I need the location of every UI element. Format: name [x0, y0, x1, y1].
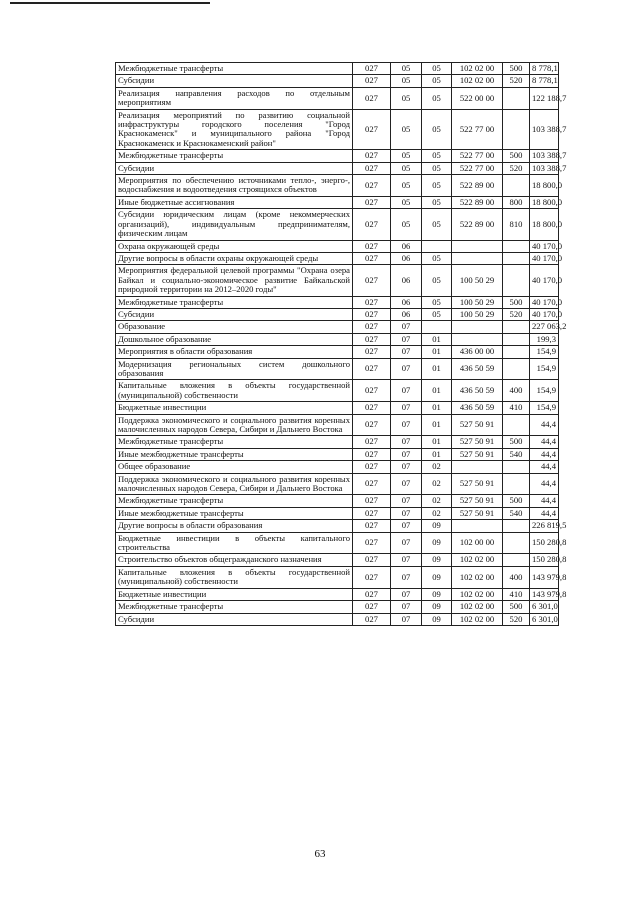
- row-pr: 09: [422, 554, 452, 566]
- row-gr: 027: [353, 240, 391, 252]
- row-vr: 400: [503, 566, 530, 588]
- row-vr: 400: [503, 380, 530, 402]
- row-name: Охрана окружающей среды: [116, 240, 353, 252]
- row-sum: 226 819,5: [530, 520, 559, 532]
- table-row: [116, 196, 559, 208]
- row-name: Другие вопросы в области образования: [116, 520, 353, 532]
- row-sum: 44,4: [530, 414, 559, 436]
- row-gr: 027: [353, 414, 391, 436]
- row-rz: 06: [391, 240, 422, 252]
- row-name: Межбюджетные трансферты: [116, 436, 353, 448]
- row-cs: 102 02 00: [452, 75, 503, 87]
- row-rz: 05: [391, 109, 422, 150]
- row-name: Межбюджетные трансферты: [116, 296, 353, 308]
- row-rz: 07: [391, 588, 422, 600]
- row-name: Реализация направления расходов по отдельным мероприятиям: [116, 87, 353, 109]
- row-name: Субсидии: [116, 613, 353, 625]
- row-pr: 01: [422, 402, 452, 414]
- row-rz: 06: [391, 252, 422, 264]
- row-name: Субсидии юридическим лицам (кроме некоммерческих организаций), индивидуальным предпринимателям, физическим лицам: [116, 209, 353, 240]
- row-sum: 8 778,1: [530, 75, 559, 87]
- row-name: Иные бюджетные ассигнования: [116, 196, 353, 208]
- table-row: [116, 308, 559, 320]
- row-pr: 05: [422, 87, 452, 109]
- row-cs: [452, 321, 503, 333]
- row-gr: 027: [353, 87, 391, 109]
- row-name: Межбюджетные трансферты: [116, 495, 353, 507]
- row-sum: 40 170,0: [530, 252, 559, 264]
- row-name: Бюджетные инвестиции: [116, 588, 353, 600]
- row-vr: [503, 333, 530, 345]
- row-sum: 40 170,0: [530, 265, 559, 296]
- row-vr: 500: [503, 150, 530, 162]
- row-sum: 150 280,8: [530, 532, 559, 554]
- row-cs: 436 50 59: [452, 380, 503, 402]
- row-sum: 44,4: [530, 448, 559, 460]
- row-rz: 07: [391, 358, 422, 380]
- row-cs: 527 50 91: [452, 414, 503, 436]
- row-vr: [503, 321, 530, 333]
- row-gr: 027: [353, 333, 391, 345]
- row-pr: 02: [422, 507, 452, 519]
- row-sum: 8 778,1: [530, 63, 559, 75]
- row-pr: 01: [422, 414, 452, 436]
- row-rz: 06: [391, 265, 422, 296]
- row-pr: 01: [422, 380, 452, 402]
- row-name: Поддержка экономического и социального развития коренных малочисленных народов Севера, Сибири и Дальнего Востока: [116, 473, 353, 495]
- table-row: [116, 109, 559, 150]
- row-sum: 103 388,7: [530, 109, 559, 150]
- row-sum: 103 388,7: [530, 162, 559, 174]
- row-cs: 522 77 00: [452, 162, 503, 174]
- row-cs: 527 50 91: [452, 436, 503, 448]
- table-row: [116, 532, 559, 554]
- table-row: [116, 75, 559, 87]
- table-row: [116, 554, 559, 566]
- row-rz: 07: [391, 436, 422, 448]
- row-pr: 09: [422, 566, 452, 588]
- row-pr: 09: [422, 601, 452, 613]
- row-gr: 027: [353, 358, 391, 380]
- row-pr: 09: [422, 613, 452, 625]
- row-gr: 027: [353, 520, 391, 532]
- row-pr: 02: [422, 461, 452, 473]
- row-pr: 05: [422, 209, 452, 240]
- row-gr: 027: [353, 209, 391, 240]
- row-rz: 07: [391, 321, 422, 333]
- table-row: [116, 507, 559, 519]
- row-pr: 01: [422, 333, 452, 345]
- table-row: [116, 402, 559, 414]
- table-row: [116, 333, 559, 345]
- row-pr: 09: [422, 520, 452, 532]
- table-row: [116, 613, 559, 625]
- row-rz: 07: [391, 448, 422, 460]
- row-cs: 436 50 59: [452, 358, 503, 380]
- row-name: Строительство объектов общегражданского назначения: [116, 554, 353, 566]
- row-rz: 07: [391, 532, 422, 554]
- row-vr: 810: [503, 209, 530, 240]
- row-pr: 05: [422, 109, 452, 150]
- row-vr: 500: [503, 296, 530, 308]
- row-cs: 527 50 91: [452, 473, 503, 495]
- row-vr: [503, 175, 530, 197]
- row-gr: 027: [353, 75, 391, 87]
- row-cs: [452, 461, 503, 473]
- row-gr: 027: [353, 252, 391, 264]
- row-pr: 05: [422, 296, 452, 308]
- row-cs: 102 00 00: [452, 532, 503, 554]
- row-sum: 44,4: [530, 461, 559, 473]
- row-sum: 6 301,0: [530, 601, 559, 613]
- row-vr: [503, 252, 530, 264]
- row-cs: 102 02 00: [452, 554, 503, 566]
- row-pr: 05: [422, 150, 452, 162]
- table-row: [116, 150, 559, 162]
- row-gr: 027: [353, 402, 391, 414]
- row-gr: 027: [353, 473, 391, 495]
- row-name: Капитальные вложения в объекты государственной (муниципальной) собственности: [116, 566, 353, 588]
- row-vr: 800: [503, 196, 530, 208]
- row-name: Иные межбюджетные трансферты: [116, 448, 353, 460]
- table-row: [116, 175, 559, 197]
- row-name: Модернизация региональных систем дошкольного образования: [116, 358, 353, 380]
- row-gr: 027: [353, 175, 391, 197]
- row-rz: 05: [391, 75, 422, 87]
- row-pr: 09: [422, 588, 452, 600]
- row-pr: 05: [422, 265, 452, 296]
- row-rz: 05: [391, 175, 422, 197]
- row-pr: 01: [422, 448, 452, 460]
- row-sum: 40 170,0: [530, 308, 559, 320]
- row-name: Субсидии: [116, 308, 353, 320]
- row-name: Субсидии: [116, 75, 353, 87]
- row-sum: 103 388,7: [530, 150, 559, 162]
- row-rz: 05: [391, 209, 422, 240]
- table-row: [116, 296, 559, 308]
- table-row: [116, 436, 559, 448]
- row-gr: 027: [353, 495, 391, 507]
- table-row: [116, 473, 559, 495]
- row-vr: 500: [503, 436, 530, 448]
- row-cs: 522 77 00: [452, 109, 503, 150]
- row-pr: 05: [422, 252, 452, 264]
- row-sum: 44,4: [530, 473, 559, 495]
- row-vr: 520: [503, 162, 530, 174]
- row-gr: 027: [353, 308, 391, 320]
- table-row: [116, 252, 559, 264]
- row-pr: 05: [422, 196, 452, 208]
- row-name: Дошкольное образование: [116, 333, 353, 345]
- row-pr: 05: [422, 175, 452, 197]
- row-name: Межбюджетные трансферты: [116, 63, 353, 75]
- row-pr: 01: [422, 436, 452, 448]
- row-rz: 07: [391, 380, 422, 402]
- row-vr: 520: [503, 613, 530, 625]
- row-vr: [503, 554, 530, 566]
- row-vr: [503, 87, 530, 109]
- row-vr: [503, 265, 530, 296]
- row-rz: 05: [391, 162, 422, 174]
- row-pr: 05: [422, 75, 452, 87]
- row-gr: 027: [353, 265, 391, 296]
- row-name: Бюджетные инвестиции: [116, 402, 353, 414]
- row-sum: 227 063,2: [530, 321, 559, 333]
- row-cs: 527 50 91: [452, 448, 503, 460]
- row-gr: 027: [353, 507, 391, 519]
- row-name: Иные межбюджетные трансферты: [116, 507, 353, 519]
- row-gr: 027: [353, 346, 391, 358]
- row-cs: 522 89 00: [452, 196, 503, 208]
- row-gr: 027: [353, 613, 391, 625]
- row-pr: 01: [422, 358, 452, 380]
- table-row: [116, 380, 559, 402]
- row-rz: 05: [391, 63, 422, 75]
- table-row: [116, 63, 559, 75]
- row-cs: 102 02 00: [452, 566, 503, 588]
- row-sum: 18 800,0: [530, 209, 559, 240]
- row-vr: [503, 520, 530, 532]
- row-sum: 40 170,0: [530, 296, 559, 308]
- row-vr: 540: [503, 448, 530, 460]
- row-sum: 154,9: [530, 402, 559, 414]
- row-vr: [503, 532, 530, 554]
- row-cs: 527 50 91: [452, 507, 503, 519]
- row-gr: 027: [353, 380, 391, 402]
- row-name: Мероприятия по обеспечению источниками тепло-, энерго-, водоснабжения и водоотведения строящихся объектов: [116, 175, 353, 197]
- row-name: Бюджетные инвестиции в объекты капитального строительства: [116, 532, 353, 554]
- row-gr: 027: [353, 196, 391, 208]
- row-sum: 18 800,0: [530, 175, 559, 197]
- row-vr: 410: [503, 588, 530, 600]
- table-row: [116, 321, 559, 333]
- row-name: Субсидии: [116, 162, 353, 174]
- budget-table-body: [116, 63, 567, 626]
- row-rz: 07: [391, 333, 422, 345]
- row-pr: 05: [422, 162, 452, 174]
- row-cs: [452, 333, 503, 345]
- row-name: Межбюджетные трансферты: [116, 150, 353, 162]
- page-number: 63: [314, 848, 326, 860]
- row-gr: 027: [353, 554, 391, 566]
- row-rz: 07: [391, 507, 422, 519]
- row-name: Поддержка экономического и социального развития коренных малочисленных народов Севера, Сибири и Дальнего Востока: [116, 414, 353, 436]
- row-pr: 02: [422, 473, 452, 495]
- row-rz: 07: [391, 613, 422, 625]
- row-gr: 027: [353, 296, 391, 308]
- row-vr: 540: [503, 507, 530, 519]
- table-row: [116, 520, 559, 532]
- row-pr: 05: [422, 63, 452, 75]
- row-cs: 522 89 00: [452, 175, 503, 197]
- row-vr: [503, 473, 530, 495]
- row-sum: 6 301,0: [530, 613, 559, 625]
- row-pr: [422, 240, 452, 252]
- table-row: [116, 448, 559, 460]
- row-name: Общее образование: [116, 461, 353, 473]
- row-rz: 07: [391, 554, 422, 566]
- row-vr: [503, 358, 530, 380]
- row-cs: [452, 252, 503, 264]
- row-cs: [452, 240, 503, 252]
- row-cs: [452, 520, 503, 532]
- row-pr: [422, 321, 452, 333]
- row-pr: 01: [422, 346, 452, 358]
- row-rz: 05: [391, 150, 422, 162]
- row-cs: 522 89 00: [452, 209, 503, 240]
- table-row: [116, 346, 559, 358]
- row-sum: 44,4: [530, 495, 559, 507]
- row-vr: 410: [503, 402, 530, 414]
- row-gr: 027: [353, 588, 391, 600]
- row-vr: 500: [503, 601, 530, 613]
- row-rz: 07: [391, 520, 422, 532]
- row-cs: 436 00 00: [452, 346, 503, 358]
- row-sum: 143 979,8: [530, 588, 559, 600]
- row-gr: 027: [353, 448, 391, 460]
- row-vr: [503, 461, 530, 473]
- row-cs: 522 77 00: [452, 150, 503, 162]
- row-sum: 44,4: [530, 507, 559, 519]
- row-pr: 02: [422, 495, 452, 507]
- row-rz: 06: [391, 296, 422, 308]
- row-gr: 027: [353, 601, 391, 613]
- table-row: [116, 240, 559, 252]
- row-rz: 07: [391, 566, 422, 588]
- row-gr: 027: [353, 63, 391, 75]
- budget-table: [115, 62, 567, 626]
- row-gr: 027: [353, 566, 391, 588]
- table-row: [116, 588, 559, 600]
- header-rule: [10, 2, 210, 4]
- row-vr: 520: [503, 308, 530, 320]
- row-vr: 520: [503, 75, 530, 87]
- row-rz: 07: [391, 402, 422, 414]
- row-name: Капитальные вложения в объекты государственной (муниципальной) собственности: [116, 380, 353, 402]
- table-row: [116, 162, 559, 174]
- row-vr: 500: [503, 63, 530, 75]
- row-gr: 027: [353, 162, 391, 174]
- row-rz: 05: [391, 87, 422, 109]
- row-vr: [503, 109, 530, 150]
- row-gr: 027: [353, 461, 391, 473]
- row-name: Межбюджетные трансферты: [116, 601, 353, 613]
- row-sum: 122 188,7: [530, 87, 559, 109]
- row-cs: 100 50 29: [452, 308, 503, 320]
- row-sum: 154,9: [530, 380, 559, 402]
- row-gr: 027: [353, 150, 391, 162]
- row-sum: 154,9: [530, 358, 559, 380]
- row-name: Образование: [116, 321, 353, 333]
- row-sum: 199,3: [530, 333, 559, 345]
- row-sum: 18 800,0: [530, 196, 559, 208]
- row-gr: 027: [353, 109, 391, 150]
- table-row: [116, 265, 559, 296]
- row-rz: 05: [391, 196, 422, 208]
- row-cs: 102 02 00: [452, 601, 503, 613]
- table-row: [116, 495, 559, 507]
- row-gr: 027: [353, 532, 391, 554]
- row-vr: [503, 240, 530, 252]
- row-name: Реализация мероприятий по развитию социальной инфраструктуры городского поселения "Город Краснокаменск" и муниципального района "Город Краснокаменск и Краснокаменский район": [116, 109, 353, 150]
- row-cs: 102 02 00: [452, 588, 503, 600]
- row-cs: 102 02 00: [452, 613, 503, 625]
- row-cs: 100 50 29: [452, 296, 503, 308]
- row-cs: 436 50 59: [452, 402, 503, 414]
- row-pr: 09: [422, 532, 452, 554]
- row-name: Другие вопросы в области охраны окружающей среды: [116, 252, 353, 264]
- row-vr: [503, 414, 530, 436]
- row-sum: 143 979,8: [530, 566, 559, 588]
- row-sum: 40 170,0: [530, 240, 559, 252]
- row-name: Мероприятия в области образования: [116, 346, 353, 358]
- row-name: Мероприятия федеральной целевой программы "Охрана озера Байкал и социально-экономическое развитие Байкальской природной территории на 2012–2020 годы": [116, 265, 353, 296]
- row-cs: 522 00 00: [452, 87, 503, 109]
- table-row: [116, 87, 559, 109]
- row-rz: 07: [391, 346, 422, 358]
- row-sum: 150 280,8: [530, 554, 559, 566]
- row-rz: 07: [391, 414, 422, 436]
- row-rz: 06: [391, 308, 422, 320]
- row-vr: [503, 346, 530, 358]
- row-vr: 500: [503, 495, 530, 507]
- table-row: [116, 461, 559, 473]
- row-gr: 027: [353, 321, 391, 333]
- table-row: [116, 601, 559, 613]
- table-row: [116, 414, 559, 436]
- table-row: [116, 209, 559, 240]
- row-gr: 027: [353, 436, 391, 448]
- row-cs: 102 02 00: [452, 63, 503, 75]
- row-rz: 07: [391, 601, 422, 613]
- row-cs: 527 50 91: [452, 495, 503, 507]
- row-rz: 07: [391, 473, 422, 495]
- table-row: [116, 358, 559, 380]
- table-row: [116, 566, 559, 588]
- row-sum: 44,4: [530, 436, 559, 448]
- row-pr: 05: [422, 308, 452, 320]
- row-rz: 07: [391, 495, 422, 507]
- row-cs: 100 50 29: [452, 265, 503, 296]
- row-sum: 154,9: [530, 346, 559, 358]
- row-rz: 07: [391, 461, 422, 473]
